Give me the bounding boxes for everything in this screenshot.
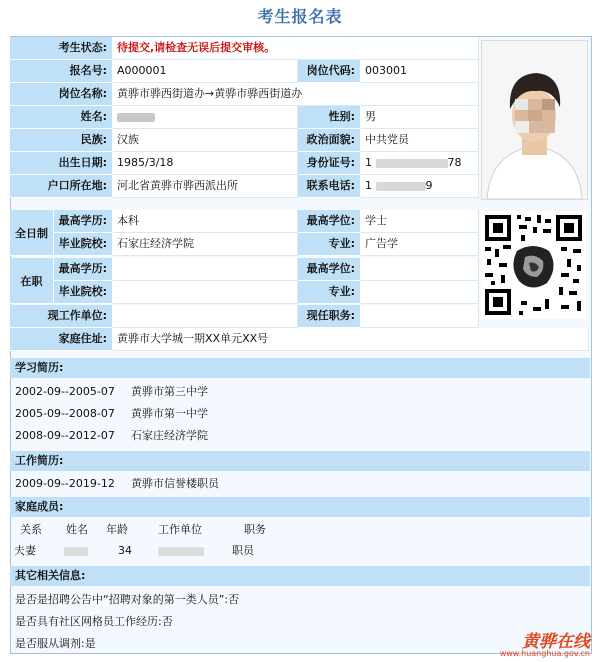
study-item bbox=[15, 404, 208, 424]
ethnicity-label: 民族: bbox=[10, 129, 113, 152]
pt-degree-value bbox=[361, 258, 479, 281]
pt-edu-label: 最高学历: bbox=[54, 258, 113, 281]
work-item bbox=[15, 474, 219, 494]
post-code-label: 岗位代码: bbox=[298, 60, 361, 83]
position-label: 现任职务: bbox=[298, 305, 361, 328]
id-no-blurred bbox=[376, 159, 448, 168]
family-header-relation: 关系 bbox=[20, 523, 42, 536]
ft-edu-value: 本科 bbox=[113, 210, 298, 233]
status-value: 待提交,请检查无误后提交审核。 bbox=[113, 37, 479, 60]
family-job: 职员 bbox=[232, 544, 254, 557]
phone-suffix: 9 bbox=[425, 179, 433, 192]
politics-value: 中共党员 bbox=[361, 129, 479, 152]
gender-value: 男 bbox=[361, 106, 479, 129]
phone-prefix: 1 bbox=[365, 179, 372, 192]
id-no-prefix: 1 bbox=[365, 156, 372, 169]
ft-edu-label: 最高学历: bbox=[54, 210, 113, 233]
study-period: 2002-09--2005-07 bbox=[15, 385, 115, 398]
phone-value bbox=[361, 175, 479, 198]
fulltime-group-label: 全日制 bbox=[10, 210, 54, 256]
site-watermark bbox=[500, 627, 590, 658]
watermark-url: www.huanghua.gov.cn bbox=[499, 649, 590, 658]
study-school: 石家庄经济学院 bbox=[131, 429, 208, 442]
study-item bbox=[15, 382, 208, 402]
pt-major-label: 专业: bbox=[298, 281, 361, 304]
other-line-2: 是否具有社区网格员工作经历:否 bbox=[15, 615, 173, 628]
phone-label: 联系电话: bbox=[298, 175, 361, 198]
post-name-value: 黄骅市骅西街道办→黄骅市骅西街道办 bbox=[113, 83, 479, 106]
address-value: 黄骅市大学城一期XX单元XX号 bbox=[113, 328, 589, 351]
family-header-age: 年龄 bbox=[106, 523, 128, 536]
id-no-value bbox=[361, 152, 479, 175]
status-label: 考生状态: bbox=[10, 37, 113, 60]
pt-school-label: 毕业院校: bbox=[54, 281, 113, 304]
phone-blurred bbox=[376, 182, 426, 191]
gender-label: 性别: bbox=[298, 106, 361, 129]
birth-value: 1985/3/18 bbox=[113, 152, 298, 175]
study-item bbox=[15, 426, 208, 446]
watermark-name: 黄骅在线 bbox=[522, 632, 590, 652]
pt-school-value bbox=[113, 281, 298, 304]
family-heading: 家庭成员: bbox=[10, 497, 590, 517]
ft-school-label: 毕业院校: bbox=[54, 233, 113, 256]
ethnicity-value: 汉族 bbox=[113, 129, 298, 152]
pt-edu-value bbox=[113, 258, 298, 281]
birth-label: 出生日期: bbox=[10, 152, 113, 175]
position-value bbox=[361, 305, 479, 328]
pt-major-value bbox=[361, 281, 479, 304]
ft-degree-value: 学士 bbox=[361, 210, 479, 233]
family-header-name: 姓名 bbox=[66, 523, 88, 536]
ft-school-value: 石家庄经济学院 bbox=[113, 233, 298, 256]
family-age: 34 bbox=[118, 544, 132, 557]
reg-no-value: A000001 bbox=[113, 60, 298, 83]
work-heading: 工作简历: bbox=[10, 451, 590, 471]
study-period: 2005-09--2008-07 bbox=[15, 407, 115, 420]
family-header-job: 职务 bbox=[244, 523, 266, 536]
family-unit-blurred bbox=[158, 541, 204, 561]
ft-major-value: 广告学 bbox=[361, 233, 479, 256]
family-name-blurred bbox=[64, 541, 88, 561]
study-period: 2008-09--2012-07 bbox=[15, 429, 115, 442]
id-no-suffix: 78 bbox=[447, 156, 462, 169]
politics-label: 政治面貌: bbox=[298, 129, 361, 152]
name-label: 姓名: bbox=[10, 106, 113, 129]
qr-code-image bbox=[481, 211, 586, 319]
hukou-value: 河北省黄骅市骅西派出所 bbox=[113, 175, 298, 198]
id-no-label: 身份证号: bbox=[298, 152, 361, 175]
reg-no-label: 报名号: bbox=[10, 60, 113, 83]
study-school: 黄骅市第三中学 bbox=[131, 385, 208, 398]
employer-label: 现工作单位: bbox=[10, 305, 113, 328]
qr-code bbox=[481, 211, 586, 319]
name-value bbox=[113, 106, 298, 129]
hukou-label: 户口所在地: bbox=[10, 175, 113, 198]
other-heading: 其它相关信息: bbox=[10, 566, 590, 586]
other-line-1: 是否是招聘公告中“招聘对象的第一类人员”:否 bbox=[15, 593, 240, 606]
ft-major-label: 专业: bbox=[298, 233, 361, 256]
form-title: 考生报名表 bbox=[257, 7, 343, 26]
family-header-unit: 工作单位 bbox=[158, 523, 202, 536]
post-code-value: 003001 bbox=[361, 60, 479, 83]
name-blurred bbox=[117, 113, 155, 122]
post-name-label: 岗位名称: bbox=[10, 83, 113, 106]
address-label: 家庭住址: bbox=[10, 328, 113, 351]
employer-value bbox=[113, 305, 298, 328]
work-period: 2009-09--2019-12 bbox=[15, 477, 115, 490]
applicant-photo bbox=[481, 40, 588, 200]
inservice-group-label: 在职 bbox=[10, 258, 54, 304]
work-text: 黄骅市信誉楼职员 bbox=[131, 477, 219, 490]
ft-degree-label: 最高学位: bbox=[298, 210, 361, 233]
study-heading: 学习简历: bbox=[10, 358, 590, 378]
applicant-photo-image bbox=[482, 41, 587, 199]
other-line-3: 是否服从调剂:是 bbox=[15, 637, 96, 650]
study-school: 黄骅市第一中学 bbox=[131, 407, 208, 420]
family-relation: 夫妻 bbox=[14, 544, 36, 557]
pt-degree-label: 最高学位: bbox=[298, 258, 361, 281]
